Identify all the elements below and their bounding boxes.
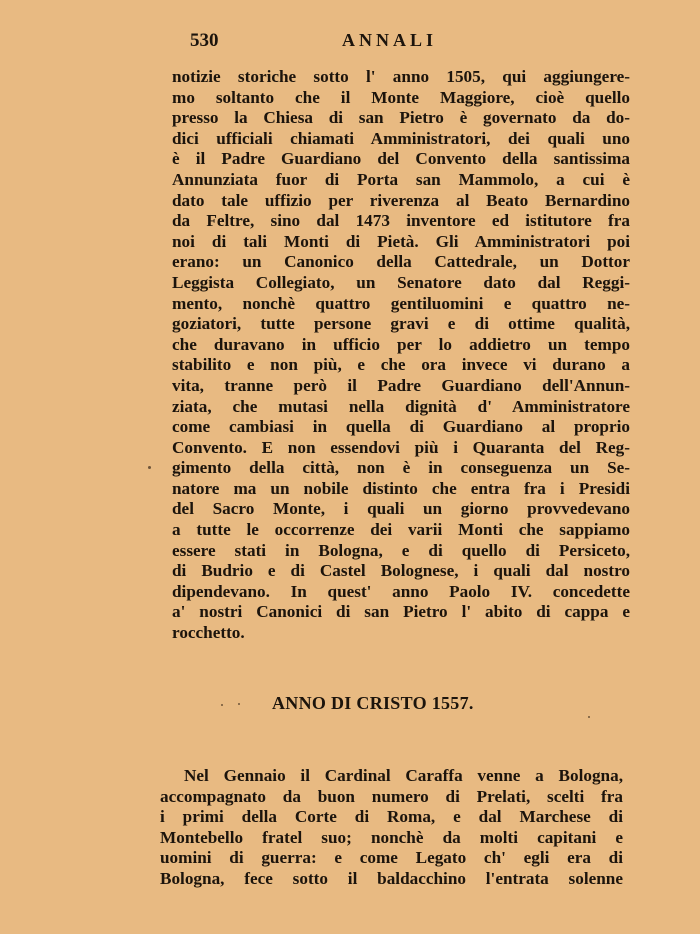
text-line: natore ma un nobile distinto che entra fra i Presidi [172,478,630,498]
text-line: accompagnato da buon numero di Prelati, scelti fra [160,786,623,806]
text-line: gimento della città, non è in conseguenza un Se- [172,458,630,478]
text-line: di Budrio e di Castel Bolognese, i quali dal nostro [172,561,630,581]
text-line: essere stati in Bologna, e di quello di Persiceto, [172,540,630,560]
text-line: rocchetto. [172,623,245,643]
text-line: che duravano in ufficio per lo addietro un tempo [172,334,630,354]
text-line: è il Padre Guardiano del Convento della santissima [172,149,630,169]
print-speck [588,716,590,718]
section-heading: ANNO DI CRISTO 1557. [272,693,474,713]
text-line: ziata, che mutasi nella dignità d' Amministratore [172,396,630,416]
page-number: 530 [190,30,219,51]
running-title: ANNALI [342,30,438,50]
text-line: presso la Chiesa di san Pietro è governato da do- [172,108,630,128]
text-line: a tutte le occorrenze dei varii Monti che sappiamo [172,520,630,540]
text-line: Nel Gennaio il Cardinal Caraffa venne a Bologna, [184,766,623,785]
text-line: erano: un Canonico della Cattedrale, un Dottor [172,252,630,272]
text-line: stabilito e non più, e che ora invece vi durano a [172,355,630,375]
text-line: Leggista Collegiato, un Senatore dato dal Reggi- [172,272,630,292]
text-line: dipendevano. In quest' anno Paolo IV. concedette [172,581,630,601]
text-line: i primi della Corte di Roma, e dal Marchese di [160,807,623,827]
text-line: Convento. E non essendovi più i Quaranta del Reg- [172,437,630,457]
text-line: notizie storiche sotto l' anno 1505, qui aggiungere- [172,67,630,86]
print-speck [238,703,240,705]
print-speck [148,466,151,469]
text-line: Annunziata fuor di Porta san Mammolo, a cui è [172,169,630,189]
text-line: vita, tranne però il Padre Guardiano dell'Annun- [172,375,630,395]
text-line: da Feltre, sino dal 1473 inventore ed istitutore fra [172,211,630,231]
text-line: dici ufficiali chiamati Amministratori, dei quali uno [172,128,630,148]
text-line: a' nostri Canonici di san Pietro l' abito di cappa e [172,602,630,622]
text-line: del Sacro Monte, i quali un giorno provvedevano [172,499,630,519]
text-line: uomini di guerra: e come Legato ch' egli era di [160,848,623,868]
text-line: dato tale uffizio per riverenza al Beato Bernardino [172,190,630,210]
text-line: come cambiasi in quella di Guardiano al proprio [172,417,630,437]
text-line: goziatori, tutte persone gravi e di ottime qualità, [172,314,630,334]
text-line: noi di tali Monti di Pietà. Gli Amministratori poi [172,231,630,251]
paragraph-new-section [160,766,623,890]
text-line: Bologna, fece sotto il baldacchino l'entrata solenne [160,868,623,888]
text-line: Montebello fratel suo; nonchè da molti capitani e [160,827,623,847]
text-line: mento, nonchè quattro gentiluomini e quattro ne- [172,293,630,313]
paragraph-continuation [172,67,630,644]
text-line: mo soltanto che il Monte Maggiore, cioè quello [172,87,630,107]
print-speck [221,704,223,706]
running-head [190,30,470,56]
